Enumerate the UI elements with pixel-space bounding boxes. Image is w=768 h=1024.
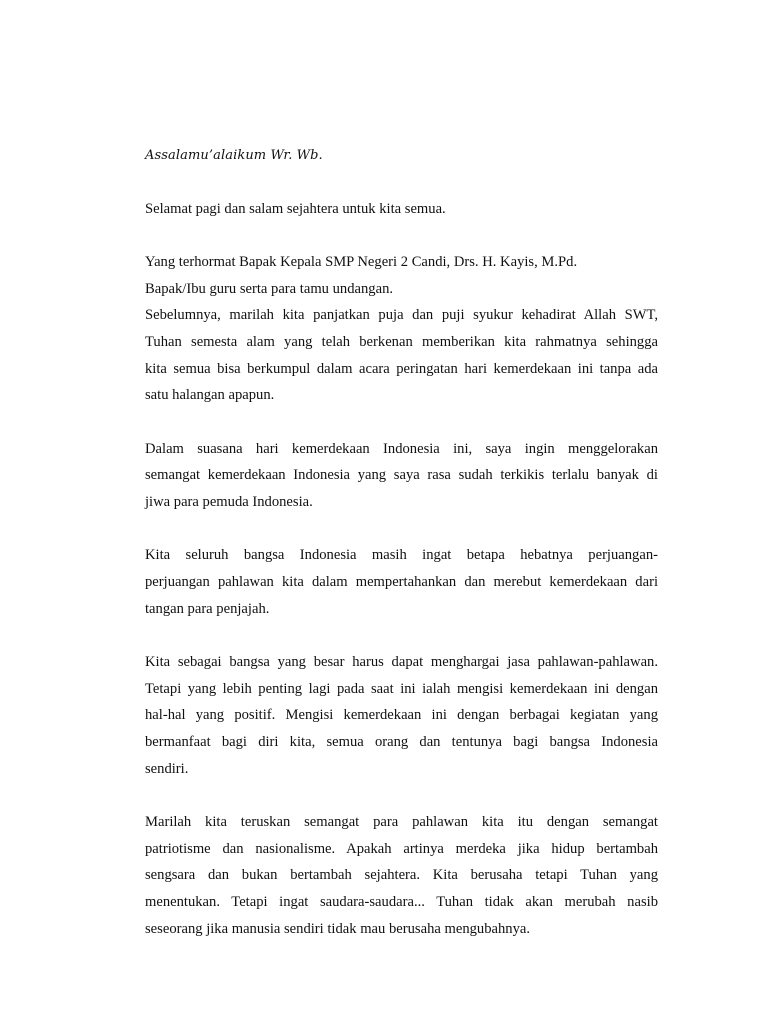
paragraph-line: Tetapi yang lebih penting lagi pada saat ini ialah mengisi kemerdekaan ini dengan <box>145 681 658 697</box>
paragraph-line: menentukan. Tetapi ingat saudara-saudara... Tuhan tidak akan merubah nasib <box>145 894 658 910</box>
paragraph-line: Tuhan semesta alam yang telah berkenan memberikan kita rahmatnya sehingga <box>145 334 658 350</box>
paragraph-line: Dalam suasana hari kemerdekaan Indonesia ini, saya ingin menggelorakan <box>145 441 658 457</box>
paragraph-line: tangan para penjajah. <box>145 601 270 617</box>
paragraph-line: jiwa para pemuda Indonesia. <box>145 494 313 510</box>
paragraph-line: bermanfaat bagi diri kita, semua orang dan tentunya bagi bangsa Indonesia <box>145 734 658 750</box>
paragraph-line: patriotisme dan nasionalisme. Apakah artinya merdeka jika hidup bertambah <box>145 841 658 857</box>
paragraph-line: Kita sebagai bangsa yang besar harus dapat menghargai jasa pahlawan-pahlawan. <box>145 654 658 670</box>
paragraph-line: Bapak/Ibu guru serta para tamu undangan. <box>145 281 394 297</box>
greeting: Assalamu’alaikum Wr. Wb. <box>145 148 323 163</box>
paragraph-line: sengsara dan bukan bertambah sejahtera. Kita berusaha tetapi Tuhan yang <box>145 867 658 883</box>
paragraph-line: kita semua bisa berkumpul dalam acara peringatan hari kemerdekaan ini tanpa ada <box>145 361 658 377</box>
paragraph-line: perjuangan pahlawan kita dalam mempertahankan dan merebut kemerdekaan dari <box>145 574 658 590</box>
paragraph-line: Marilah kita teruskan semangat para pahlawan kita itu dengan semangat <box>145 814 658 830</box>
paragraph-line: satu halangan apapun. <box>145 387 275 403</box>
paragraph-line: Kita seluruh bangsa Indonesia masih ingat betapa hebatnya perjuangan- <box>145 547 658 563</box>
paragraph-line: semangat kemerdekaan Indonesia yang saya rasa sudah terkikis terlalu banyak di <box>145 467 658 483</box>
paragraph-line: seseorang jika manusia sendiri tidak mau berusaha mengubahnya. <box>145 921 530 937</box>
paragraph-line: sendiri. <box>145 761 189 777</box>
paragraph-line: hal-hal yang positif. Mengisi kemerdekaan ini dengan berbagai kegiatan yang <box>145 707 658 723</box>
paragraph-line: Sebelumnya, marilah kita panjatkan puja dan puji syukur kehadirat Allah SWT, <box>145 307 658 323</box>
opening-line: Selamat pagi dan salam sejahtera untuk kita semua. <box>145 201 446 217</box>
paragraph-line: Yang terhormat Bapak Kepala SMP Negeri 2 Candi, Drs. H. Kayis, M.Pd. <box>145 254 578 270</box>
